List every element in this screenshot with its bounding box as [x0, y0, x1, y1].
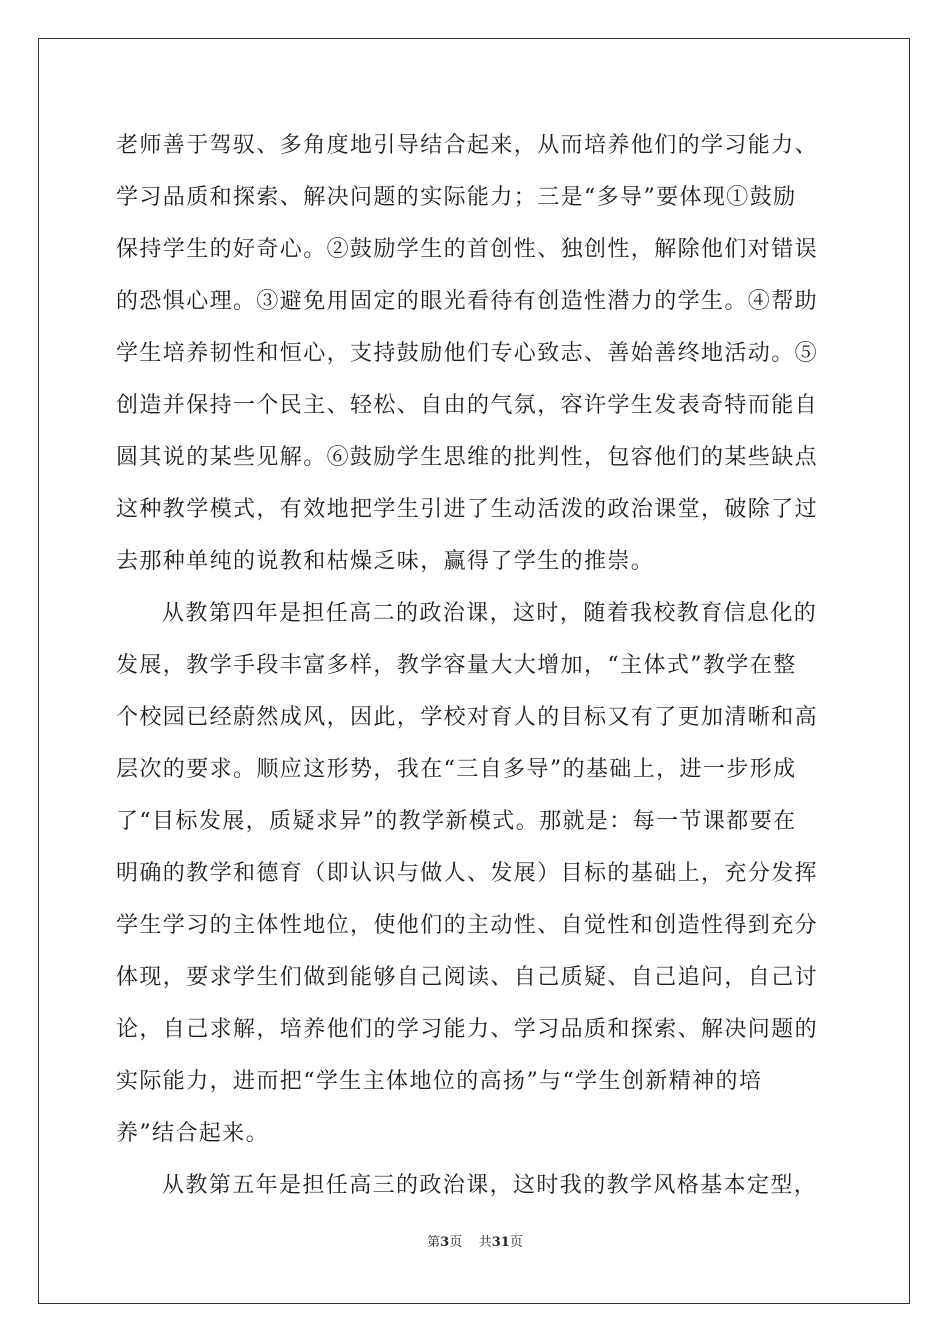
text-line: 老师善于驾驭、多角度地引导结合起来，从而培养他们的学习能力、	[116, 133, 819, 158]
text-line: 这种教学模式，有效地把学生引进了生动活泼的政治课堂，破除了过	[116, 497, 819, 522]
text-line: 层次的要求。顺应这形势，我在“三自多导”的基础上，进一步形成	[116, 757, 797, 782]
text-line: 实际能力，进而把“学生主体地位的高扬”与“学生创新精神的培	[116, 1069, 763, 1094]
page-suffix: 页	[509, 1235, 523, 1250]
text-line: 个校园已经蔚然成风，因此，学校对育人的目标又有了更加清晰和高	[116, 705, 819, 730]
text-line: 明确的教学和德育（即认识与做人、发展）目标的基础上，充分发挥	[116, 861, 819, 886]
text-line: 的恐惧心理。③避免用固定的眼光看待有创造性潜力的学生。④帮助	[116, 289, 819, 314]
text-line: 体现，要求学生们做到能够自己阅读、自己质疑、自己追问，自己讨	[116, 965, 819, 990]
page-footer	[0, 1234, 950, 1252]
text-line: 圆其说的某些见解。⑥鼓励学生思维的批判性，包容他们的某些缺点	[116, 445, 819, 470]
text-line: 学生学习的主体性地位，使他们的主动性、自觉性和创造性得到充分	[116, 913, 819, 938]
text-line: 从教第四年是担任高二的政治课，这时，随着我校教育信息化的	[162, 601, 818, 626]
text-line: 创造并保持一个民主、轻松、自由的气氛，容许学生发表奇特而能自	[116, 393, 819, 418]
page-prefix: 第	[427, 1235, 441, 1250]
total-page-number: 31	[491, 1235, 510, 1250]
text-line: 保持学生的好奇心。②鼓励学生的首创性、独创性，解除他们对错误	[116, 237, 819, 262]
current-page-number: 3	[440, 1235, 450, 1250]
text-line: 学生培养韧性和恒心，支持鼓励他们专心致志、善始善终地活动。⑤	[116, 341, 819, 366]
text-line: 了“目标发展，质疑求异”的教学新模式。那就是：每一节课都要在	[116, 809, 797, 834]
text-line: 学习品质和探索、解决问题的实际能力；三是“多导”要体现①鼓励	[116, 185, 797, 210]
text-line: 发展，教学手段丰富多样，教学容量大大增加，“主体式”教学在整	[116, 653, 797, 678]
text-line: 养”结合起来。	[116, 1121, 270, 1146]
text-line: 从教第五年是担任高三的政治课，这时我的教学风格基本定型，	[162, 1173, 818, 1198]
page-separator: 页 共	[449, 1235, 492, 1250]
text-line: 去那种单纯的说教和枯燥乏味，赢得了学生的推崇。	[116, 549, 655, 574]
text-line: 论，自己求解，培养他们的学习能力、学习品质和探索、解决问题的	[116, 1017, 819, 1042]
